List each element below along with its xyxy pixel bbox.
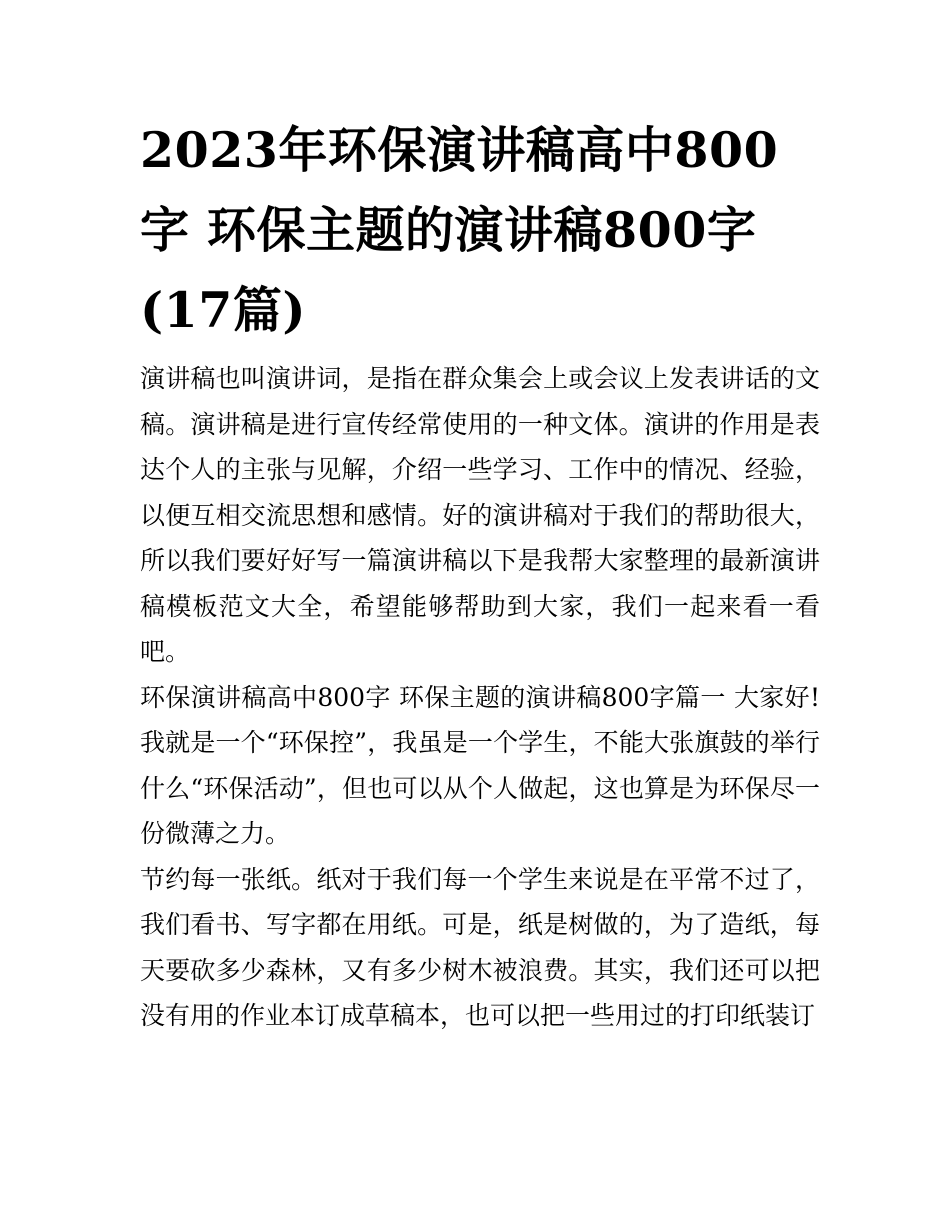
speech-paragraph-2: 节约每一张纸。纸对于我们每一个学生来说是在平常不过了，我们看书、写字都在用纸。可是，纸是树做的，为了造纸，每天要砍多少森林，又有多少树木被浪费。其实，我们还可以把没有用的作业本订成草稿本，也可以把一些用过的打印纸装订 — [140, 864, 820, 1030]
intro-paragraph: 演讲稿也叫演讲词，是指在群众集会上或会议上发表讲话的文稿。演讲稿是进行宣传经常使用的一种文体。演讲的作用是表达个人的主张与见解，介绍一些学习、工作中的情况、经验，以便互相交流思想和感情。好的演讲稿对于我们的帮助很大，所以我们要好好写一篇演讲稿以下是我帮大家整理的最新演讲稿模板范文大全，希望能够帮助到大家，我们一起来看一看吧。 — [140, 364, 820, 666]
speech-paragraph-1: 环保演讲稿高中800字 环保主题的演讲稿800字篇一 大家好!我就是一个“环保控”，我虽是一个学生，不能大张旗鼓的举行什么“环保活动”，但也可以从个人做起，这也算是为环保尽一份微薄之力。 — [140, 682, 820, 848]
document-title: 2023年环保演讲稿高中800字 环保主题的演讲稿800字(17篇) — [140, 121, 779, 339]
document-body — [140, 356, 820, 1039]
